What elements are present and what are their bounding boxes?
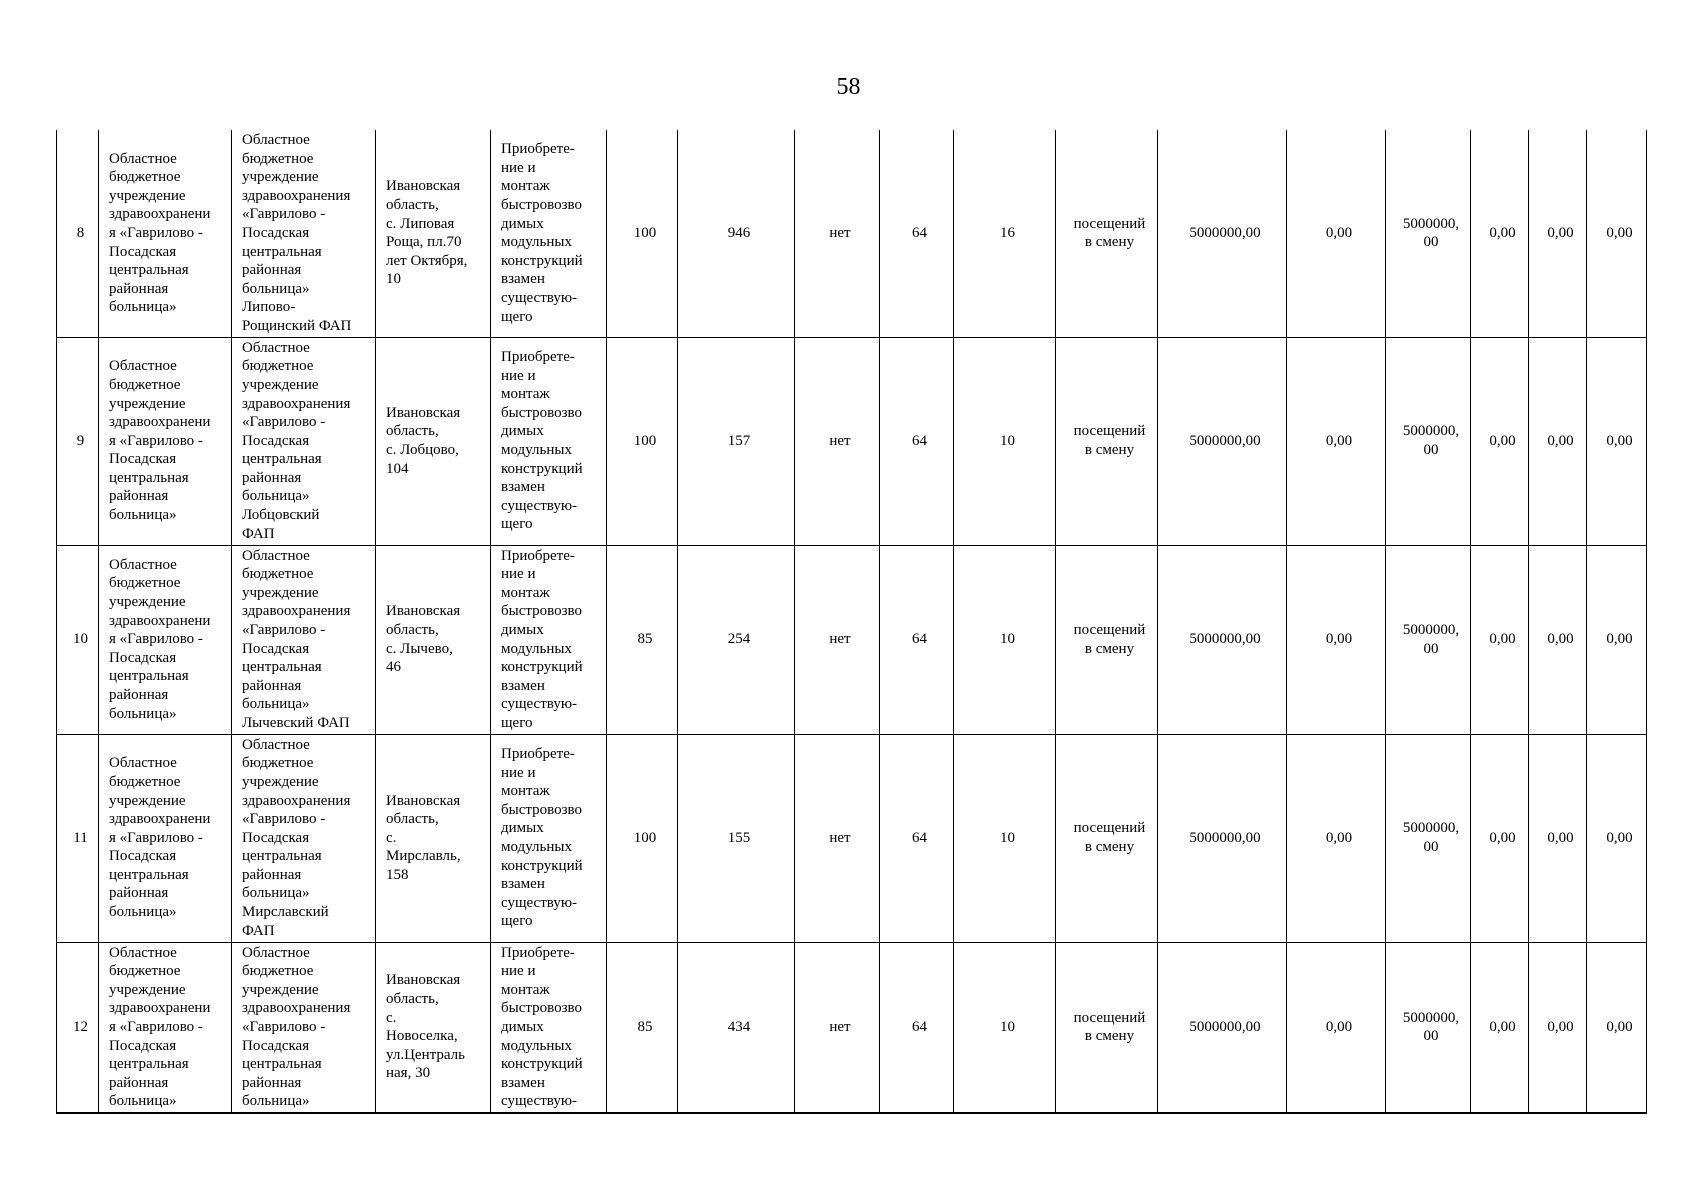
work-type-cell: Приобрете- ние и монтаж быстровозво димых модульных конструкций взамен существую- (491, 942, 607, 1113)
value-cell-6: 157 (678, 337, 795, 545)
row-number: 8 (57, 130, 99, 337)
work-type-cell: Приобрете- ние и монтаж быстровозво димых модульных конструкций взамен существую- щего (491, 545, 607, 734)
value-cell-9: 16 (954, 130, 1056, 337)
value-cell-13: 5000000, 00 (1386, 942, 1471, 1113)
value-cell-12: 0,00 (1287, 734, 1386, 942)
organization-cell: Областное бюджетное учреждение здравоохранени я «Гаврилово - Посадская центральная районная больница» (99, 734, 232, 942)
row-number: 9 (57, 337, 99, 545)
value-cell-8: 64 (880, 130, 954, 337)
table-row (57, 734, 1647, 942)
work-type-cell: Приобрете- ние и монтаж быстровозво димых модульных конструкций взамен существую- щего (491, 734, 607, 942)
work-type-cell: Приобрете- ние и монтаж быстровозво димых модульных конструкций взамен существую- щего (491, 337, 607, 545)
value-cell-15: 0,00 (1529, 942, 1587, 1113)
value-cell-15: 0,00 (1529, 130, 1587, 337)
facility-cell: Областное бюджетное учреждение здравоохранения «Гаврилово - Посадская центральная районная больница» Лычевский ФАП (232, 545, 376, 734)
value-cell-11: 5000000,00 (1158, 130, 1287, 337)
value-cell-12: 0,00 (1287, 130, 1386, 337)
address-cell: Ивановская область, с. Новоселка, ул.Централь ная, 30 (376, 942, 491, 1113)
value-cell-14: 0,00 (1471, 942, 1529, 1113)
value-cell-15: 0,00 (1529, 337, 1587, 545)
facility-cell: Областное бюджетное учреждение здравоохранения «Гаврилово - Посадская центральная районная больница» (232, 942, 376, 1113)
value-cell-14: 0,00 (1471, 130, 1529, 337)
page-number: 58 (836, 74, 861, 100)
value-cell-5: 85 (607, 545, 678, 734)
address-cell: Ивановская область, с. Мирславль, 158 (376, 734, 491, 942)
value-cell-6: 434 (678, 942, 795, 1113)
value-cell-5: 100 (607, 130, 678, 337)
value-cell-5: 100 (607, 734, 678, 942)
unit-measure-cell: посещений в смену (1056, 130, 1158, 337)
address-cell: Ивановская область, с. Липовая Роща, пл.70 лет Октября, 10 (376, 130, 491, 337)
value-cell-15: 0,00 (1529, 734, 1587, 942)
table-row (57, 130, 1647, 337)
facility-cell: Областное бюджетное учреждение здравоохранения «Гаврилово - Посадская центральная районная больница» Лобцовский ФАП (232, 337, 376, 545)
value-cell-14: 0,00 (1471, 337, 1529, 545)
value-cell-14: 0,00 (1471, 545, 1529, 734)
value-cell-12: 0,00 (1287, 545, 1386, 734)
work-type-cell: Приобрете- ние и монтаж быстровозво димых модульных конструкций взамен существую- щего (491, 130, 607, 337)
organization-cell: Областное бюджетное учреждение здравоохранени я «Гаврилово - Посадская центральная районная больница» (99, 545, 232, 734)
value-cell-13: 5000000, 00 (1386, 337, 1471, 545)
address-cell: Ивановская область, с. Лобцово, 104 (376, 337, 491, 545)
value-cell-11: 5000000,00 (1158, 337, 1287, 545)
unit-measure-cell: посещений в смену (1056, 545, 1158, 734)
unit-measure-cell: посещений в смену (1056, 942, 1158, 1113)
value-cell-8: 64 (880, 734, 954, 942)
value-cell-14: 0,00 (1471, 734, 1529, 942)
value-cell-9: 10 (954, 337, 1056, 545)
address-cell: Ивановская область, с. Лычево, 46 (376, 545, 491, 734)
value-cell-7: нет (795, 337, 880, 545)
value-cell-6: 946 (678, 130, 795, 337)
facility-cell: Областное бюджетное учреждение здравоохранения «Гаврилово - Посадская центральная районная больница» Мирславский ФАП (232, 734, 376, 942)
value-cell-6: 155 (678, 734, 795, 942)
value-cell-16: 0,00 (1587, 734, 1647, 942)
value-cell-15: 0,00 (1529, 545, 1587, 734)
value-cell-7: нет (795, 734, 880, 942)
value-cell-16: 0,00 (1587, 130, 1647, 337)
row-number: 10 (57, 545, 99, 734)
value-cell-11: 5000000,00 (1158, 545, 1287, 734)
value-cell-16: 0,00 (1587, 545, 1647, 734)
value-cell-7: нет (795, 545, 880, 734)
value-cell-11: 5000000,00 (1158, 942, 1287, 1113)
value-cell-12: 0,00 (1287, 337, 1386, 545)
value-cell-7: нет (795, 942, 880, 1113)
value-cell-8: 64 (880, 942, 954, 1113)
table-row (57, 545, 1647, 734)
value-cell-9: 10 (954, 545, 1056, 734)
value-cell-5: 85 (607, 942, 678, 1113)
value-cell-11: 5000000,00 (1158, 734, 1287, 942)
organization-cell: Областное бюджетное учреждение здравоохранени я «Гаврилово - Посадская центральная районная больница» (99, 942, 232, 1113)
value-cell-13: 5000000, 00 (1386, 130, 1471, 337)
value-cell-16: 0,00 (1587, 337, 1647, 545)
value-cell-9: 10 (954, 734, 1056, 942)
unit-measure-cell: посещений в смену (1056, 337, 1158, 545)
organization-cell: Областное бюджетное учреждение здравоохранени я «Гаврилово - Посадская центральная районная больница» (99, 130, 232, 337)
value-cell-16: 0,00 (1587, 942, 1647, 1113)
value-cell-13: 5000000, 00 (1386, 545, 1471, 734)
value-cell-7: нет (795, 130, 880, 337)
table-row (57, 942, 1647, 1113)
organization-cell: Областное бюджетное учреждение здравоохранени я «Гаврилово - Посадская центральная районная больница» (99, 337, 232, 545)
value-cell-12: 0,00 (1287, 942, 1386, 1113)
unit-measure-cell: посещений в смену (1056, 734, 1158, 942)
row-number: 12 (57, 942, 99, 1113)
value-cell-8: 64 (880, 337, 954, 545)
value-cell-13: 5000000, 00 (1386, 734, 1471, 942)
value-cell-9: 10 (954, 942, 1056, 1113)
facilities-table (56, 130, 1647, 1114)
value-cell-8: 64 (880, 545, 954, 734)
table-row (57, 337, 1647, 545)
facility-cell: Областное бюджетное учреждение здравоохранения «Гаврилово - Посадская центральная районная больница» Липово- Рощинский ФАП (232, 130, 376, 337)
value-cell-5: 100 (607, 337, 678, 545)
row-number: 11 (57, 734, 99, 942)
value-cell-6: 254 (678, 545, 795, 734)
